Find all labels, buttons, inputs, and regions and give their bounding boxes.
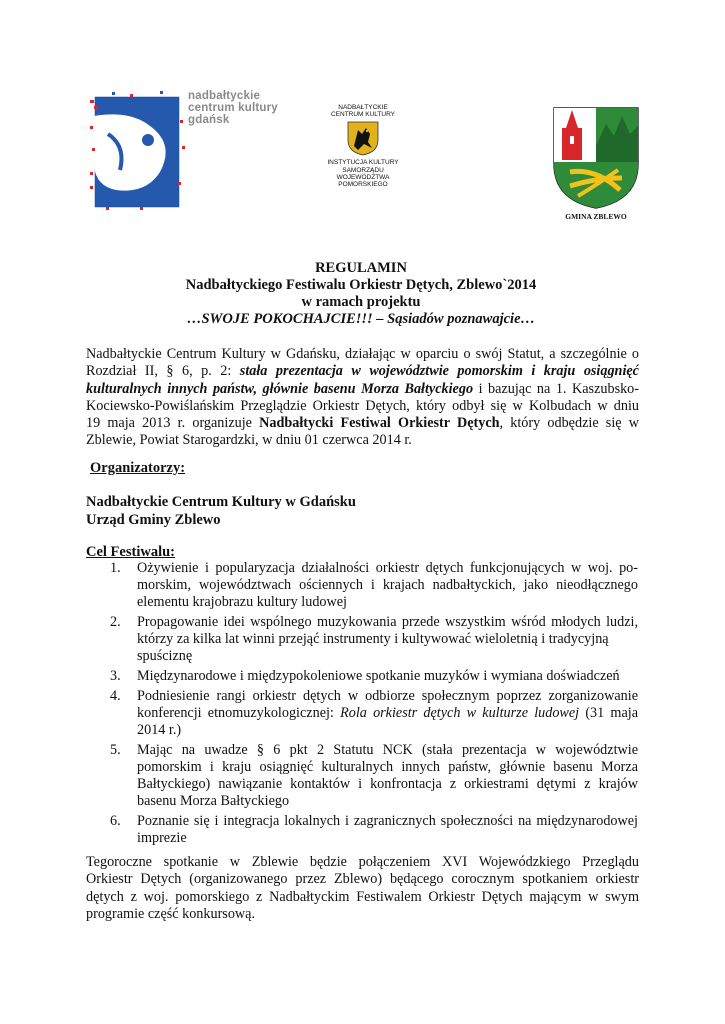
intro-line: Nadbałtyckie Centrum Kultury w Gdańsku, działając w oparciu o swój Statut, a szczególnie o <box>86 346 639 362</box>
goal-line <box>137 705 638 722</box>
gmina-caption: GMINA ZBLEWO <box>565 212 627 221</box>
ncku-logo <box>90 86 290 211</box>
intro-text: i bazując na 1. Kaszubsko- <box>473 380 639 397</box>
ncku-emblem <box>90 86 190 211</box>
intro-line: Zblewie, Powiat Starogardzki, w dniu 01 czerwca 2014 r. <box>86 432 412 449</box>
intro-emphasis: stała prezentacja w województwie pomorskim i kraju osiągnięć <box>239 363 639 380</box>
goal-number: 6. <box>110 813 121 829</box>
goal-line: spuściznę <box>137 648 193 664</box>
ncku-line: centrum kultury <box>188 102 278 114</box>
goal-item <box>110 668 638 685</box>
closing-line: programie część konkursową. <box>86 905 256 922</box>
goal-item <box>110 614 638 665</box>
goal-line: Propagowanie idei wspólnego muzykowania przede wszystkim wśród młodych ludzi, <box>137 614 638 630</box>
closing-line: Orkiestr Dętych (organizowanego przez Zblewo) będącego corocznym spotkaniem orkiestr <box>86 871 639 888</box>
organizer-gmina: Urząd Gminy Zblewo <box>86 512 221 528</box>
goal-text: konferencji etnomuzykologicznej: <box>137 705 341 721</box>
intro-text: 19 maja 2013 r. organizuje <box>86 415 260 432</box>
intro-paragraph <box>86 346 639 450</box>
pom-top-line: NADBAŁTYCKIE <box>338 104 388 111</box>
pom-top-line: CENTRUM KULTURY <box>330 111 396 119</box>
goal-number: 4. <box>110 688 121 704</box>
intro-line <box>86 415 639 432</box>
goal-line: basenu Morza Bałtyckiego <box>137 793 290 809</box>
gmina-zblewo-logo <box>548 106 644 226</box>
ncku-line: nadbałtyckie <box>188 90 261 102</box>
document-title <box>86 260 636 328</box>
intro-text: , który odbędzie się w <box>499 415 639 432</box>
goal-line: Ożywienie i popularyzacja działalności orkiestr dętych funkcjonujących w woj. po- <box>137 560 638 576</box>
goal-line: Międzynarodowe i międzypokoleniowe spotkanie muzyków i wymiana doświadczeń <box>137 668 620 684</box>
goal-number: 1. <box>110 560 121 576</box>
intro-text: Rozdział II, § 6, p. 2: <box>86 363 240 380</box>
goal-item <box>110 688 638 739</box>
goal-number: 2. <box>110 614 121 630</box>
pom-bottom-line: POMORSKIEGO <box>338 181 388 189</box>
closing-line: dętych z woj. pomorskiego z Nadbałtyckim Festiwalem Orkiestr Dętych mającym w swym <box>86 888 639 905</box>
intro-line: Kociewsko-Powiślańskim Przeglądzie Orkiestr Dętych, który odbył się w Kolbudach w dniu <box>86 397 639 414</box>
conference-title: Rola orkiestr dętych w kulturze ludowej <box>340 705 580 721</box>
coat-of-arms-icon <box>548 106 644 210</box>
pom-bottom-line: SAMORZĄDU <box>342 166 384 174</box>
intro-line <box>86 363 639 380</box>
ncku-line: gdańsk <box>188 114 230 126</box>
intro-line <box>86 381 639 398</box>
pomorskie-logo <box>318 104 408 214</box>
goal-line: Podniesienie rangi orkiestr dętych w odbiorze społecznym poprzez zorganizowanie <box>137 688 638 704</box>
goal-number: 5. <box>110 742 121 758</box>
ncku-wordmark <box>188 90 278 126</box>
organizers-heading: Organizatorzy: <box>90 460 186 476</box>
closing-paragraph <box>86 854 639 923</box>
goal-number: 3. <box>110 668 121 684</box>
goal-item <box>110 813 638 847</box>
goal-line: pomorskim i kraju osiągnięć kulturalnych innych państw, głównie basenu Morza <box>137 759 638 775</box>
festival-name: Nadbałtycki Festiwal Orkiestr Dętych <box>259 415 500 432</box>
goal-item <box>110 742 638 810</box>
organizer-ncku: Nadbałtyckie Centrum Kultury w Gdańsku <box>86 494 356 510</box>
title-festival: Nadbałtyckiego Festiwalu Orkiestr Dętych, Zblewo`2014 <box>185 277 537 293</box>
goal-line: Bałtyckiego) nawiązanie kontaktów i konfrontacja z orkiestrami dętymi z krajów <box>137 776 638 792</box>
closing-line: Tegoroczne spotkanie w Zblewie będzie połączeniem XVI Wojewódzkiego Przeglądu <box>86 854 639 870</box>
goal-line: Poznanie się i integracja lokalnych i zagranicznych społeczności na międzynarodowej <box>137 813 638 829</box>
goal-text: (31 maja <box>579 705 638 721</box>
goal-line: którzy za kilka lat winni przejąć instrumenty i kultywować wieloletnią i tradycyjną <box>137 631 609 647</box>
goal-line: morskim, województwach ościennych i krajach nadbałtyckich, jako nieodłącznego <box>137 577 638 593</box>
goal-line: elementu krajobrazu kultury ludowej <box>137 594 347 610</box>
intro-emphasis: kulturalnych innych państw, głównie basenu Morza Bałtyckiego <box>86 380 474 397</box>
goal-line: Mając na uwadze § 6 pkt 2 Statutu NCK (stała prezentacja w województwie <box>137 742 638 758</box>
goal-line: 2014 r.) <box>137 722 182 738</box>
goals-list <box>110 560 638 850</box>
griffin-icon <box>346 120 380 156</box>
goals-heading: Cel Festiwalu: <box>86 544 175 560</box>
title-project-name: …SWOJE POKOCHAJCIE!!! – Sąsiadów poznawajcie… <box>186 311 536 327</box>
goal-line: imprezie <box>137 830 187 846</box>
title-project-intro: w ramach projektu <box>301 294 421 310</box>
pom-bottom-line: INSTYTUCJA KULTURY <box>327 159 399 167</box>
title-regulamin: REGULAMIN <box>315 260 407 276</box>
goal-item <box>110 560 638 611</box>
pom-bottom-line: WOJEWÓDZTWA <box>336 173 390 181</box>
